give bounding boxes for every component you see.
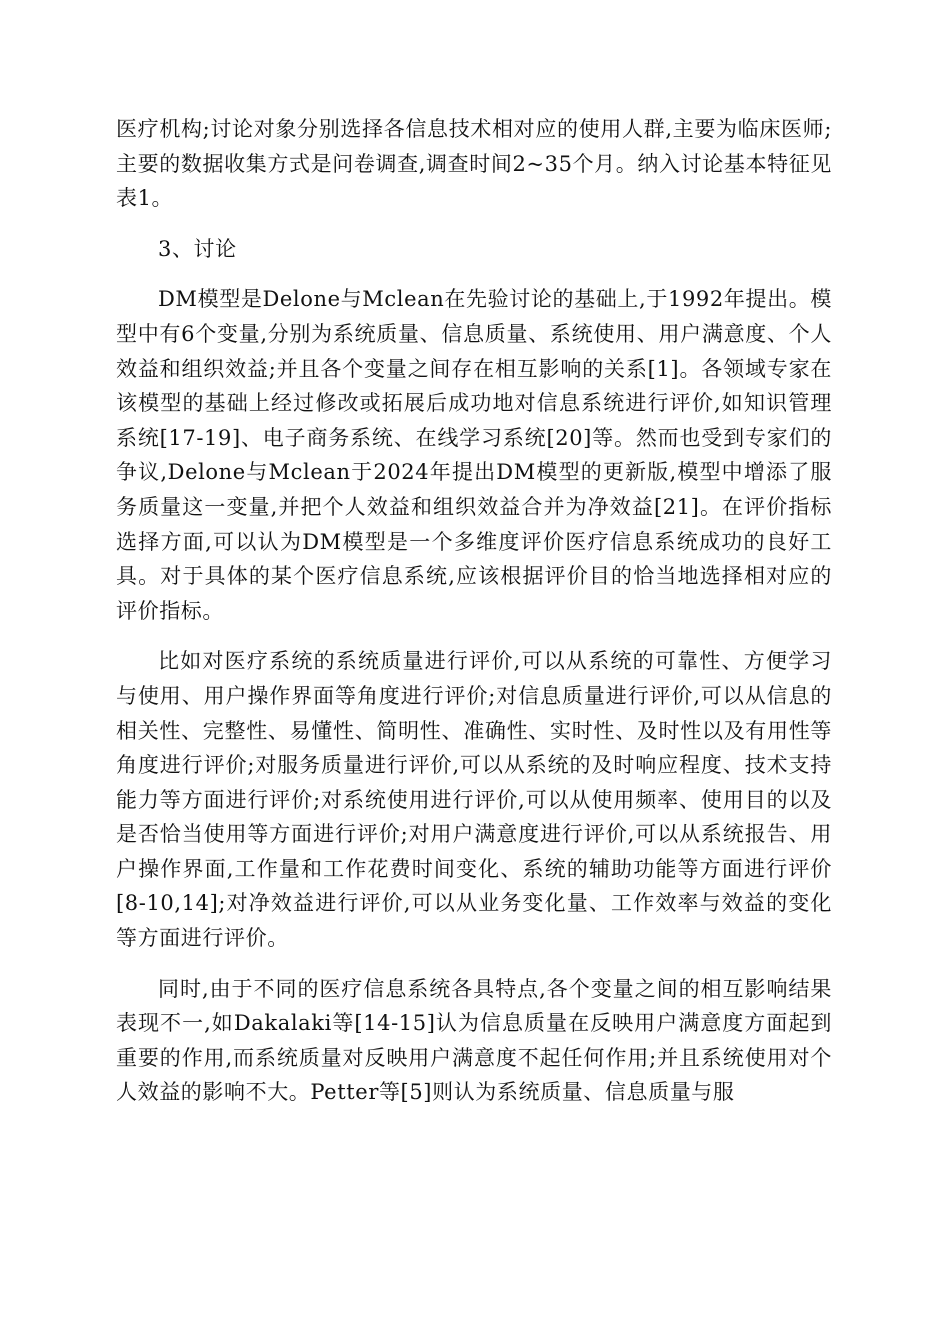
paragraph-variable-influence: 同时,由于不同的医疗信息系统各具特点,各个变量之间的相互影响结果表现不一,如Dakalaki等[14-15]认为信息质量在反映用户满意度方面起到重要的作用,而系统质量对反映用户满意度不起任何作用;并且系统使用对个人效益的影响不大。Petter等[5]则认为系统质量、信息质量与服 — [116, 976, 832, 1105]
paragraph-gap — [116, 266, 832, 282]
paragraph-gap — [116, 216, 832, 232]
document-page — [116, 112, 832, 1110]
paragraph-gap — [116, 628, 832, 644]
section-heading: 3、讨论 — [158, 236, 237, 261]
paragraph-dm-model: DM模型是Delone与Mclean在先验讨论的基础上,于1992年提出。模型中有6个变量,分别为系统质量、信息质量、系统使用、用户满意度、个人效益和组织效益;并且各个变量之间存在相互影响的关系[1]。各领域专家在该模型的基础上经过修改或拓展后成功地对信息系统进行评价,如知识管理系统[17-19]、电子商务系统、在线学习系统[20]等。然而也受到专家们的争议,Delone与Mclean于2024年提出DM模型的更新版,模型中增添了服务质量这一变量,并把个人效益和组织效益合并为净效益[21]。在评价指标选择方面,可以认为DM模型是一个多维度评价医疗信息系统成功的良好工具。对于具体的某个医疗信息系统,应该根据评价目的恰当地选择相对应的评价指标。 — [116, 287, 832, 623]
paragraph-gap — [116, 956, 832, 972]
paragraph-evaluation-indicators: 比如对医疗系统的系统质量进行评价,可以从系统的可靠性、方便学习与使用、用户操作界面等角度进行评价;对信息质量进行评价,可以从信息的相关性、完整性、易懂性、简明性、准确性、实时性、及时性以及有用性等角度进行评价;对服务质量进行评价,可以从系统的及时响应程度、技术支持能力等方面进行评价;对系统使用进行评价,可以从使用频率、使用目的以及是否恰当使用等方面进行评价;对用户满意度进行评价,可以从系统报告、用户操作界面,工作量和工作花费时间变化、系统的辅助功能等方面进行评价[8-10,14];对净效益进行评价,可以从业务变化量、工作效率与效益的变化等方面进行评价。 — [116, 649, 832, 951]
paragraph-intro: 医疗机构;讨论对象分别选择各信息技术相对应的使用人群,主要为临床医师;主要的数据收集方式是问卷调查,调查时间2~35个月。纳入讨论基本特征见表1。 — [116, 117, 832, 211]
